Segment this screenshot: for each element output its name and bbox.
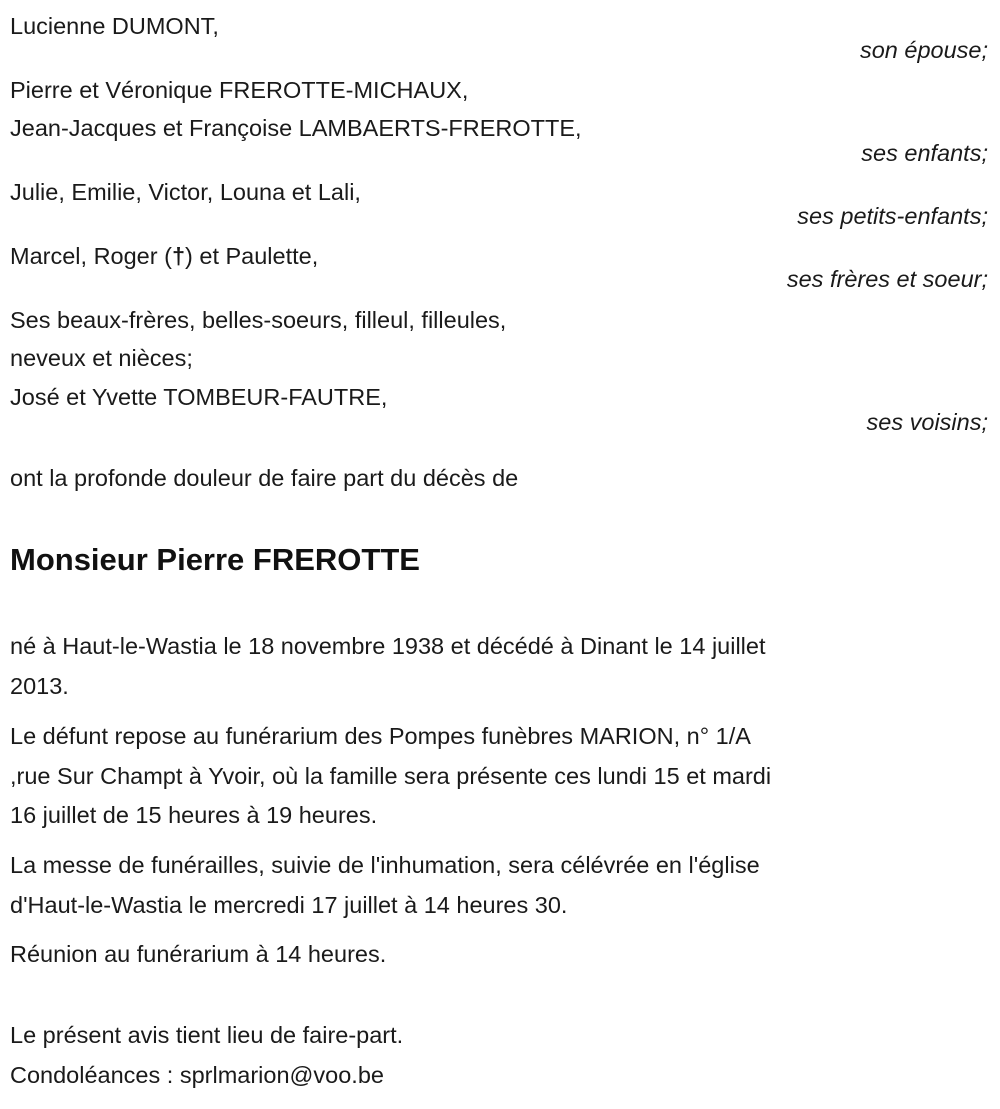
visitation-line-3: 16 juillet de 15 heures à 19 heures.	[10, 802, 378, 828]
notice-text: Le présent avis tient lieu de faire-part.	[10, 1022, 404, 1048]
announcement: ont la profonde douleur de faire part du décès de	[10, 465, 519, 491]
grandchildren-relation: ses petits-enfants;	[797, 203, 988, 229]
condolences-line	[10, 1058, 384, 1092]
birth-death-line-1: né à Haut-le-Wastia le 18 novembre 1938 et décédé à Dinant le 14 juillet	[10, 633, 766, 659]
birth-death-line-2: 2013.	[10, 673, 69, 699]
grandchildren-names: Julie, Emilie, Victor, Louna et Lali,	[10, 179, 361, 205]
siblings-relation: ses frères et soeur;	[786, 266, 988, 292]
in-laws-line-2: neveux et nièces;	[10, 345, 193, 371]
neighbours-names: José et Yvette TOMBEUR-FAUTRE,	[10, 384, 388, 410]
neighbours-relation: ses voisins;	[866, 409, 988, 435]
siblings-after: ) et Paulette,	[185, 243, 319, 269]
siblings-before: Marcel, Roger (	[10, 243, 172, 269]
deceased-name: Monsieur Pierre FREROTTE	[10, 542, 420, 577]
children-name-1: Pierre et Véronique FREROTTE-MICHAUX,	[10, 77, 469, 103]
visitation-line-1: Le défunt repose au funérarium des Pompes funèbres MARION, n° 1/A	[10, 723, 751, 749]
in-laws-line-1: Ses beaux-frères, belles-soeurs, filleul, filleules,	[10, 307, 507, 333]
children-relation: ses enfants;	[861, 140, 988, 166]
spouse-name: Lucienne DUMONT,	[10, 13, 219, 39]
cross-icon: †	[171, 243, 186, 269]
funeral-line-2: d'Haut-le-Wastia le mercredi 17 juillet à 14 heures 30.	[10, 892, 568, 918]
condolences-label: Condoléances :	[10, 1062, 180, 1088]
funeral-line-1: La messe de funérailles, suivie de l'inhumation, sera célévrée en l'église	[10, 852, 760, 878]
spouse-relation: son épouse;	[859, 37, 988, 63]
meeting-text: Réunion au funérarium à 14 heures.	[10, 941, 387, 967]
condolences-email[interactable]: sprlmarion@voo.be	[179, 1062, 384, 1088]
visitation-line-2: ,rue Sur Champt à Yvoir, où la famille sera présente ces lundi 15 et mardi	[10, 763, 772, 789]
siblings-names	[10, 239, 318, 273]
children-name-2: Jean-Jacques et Françoise LAMBAERTS-FREROTTE,	[10, 115, 582, 141]
